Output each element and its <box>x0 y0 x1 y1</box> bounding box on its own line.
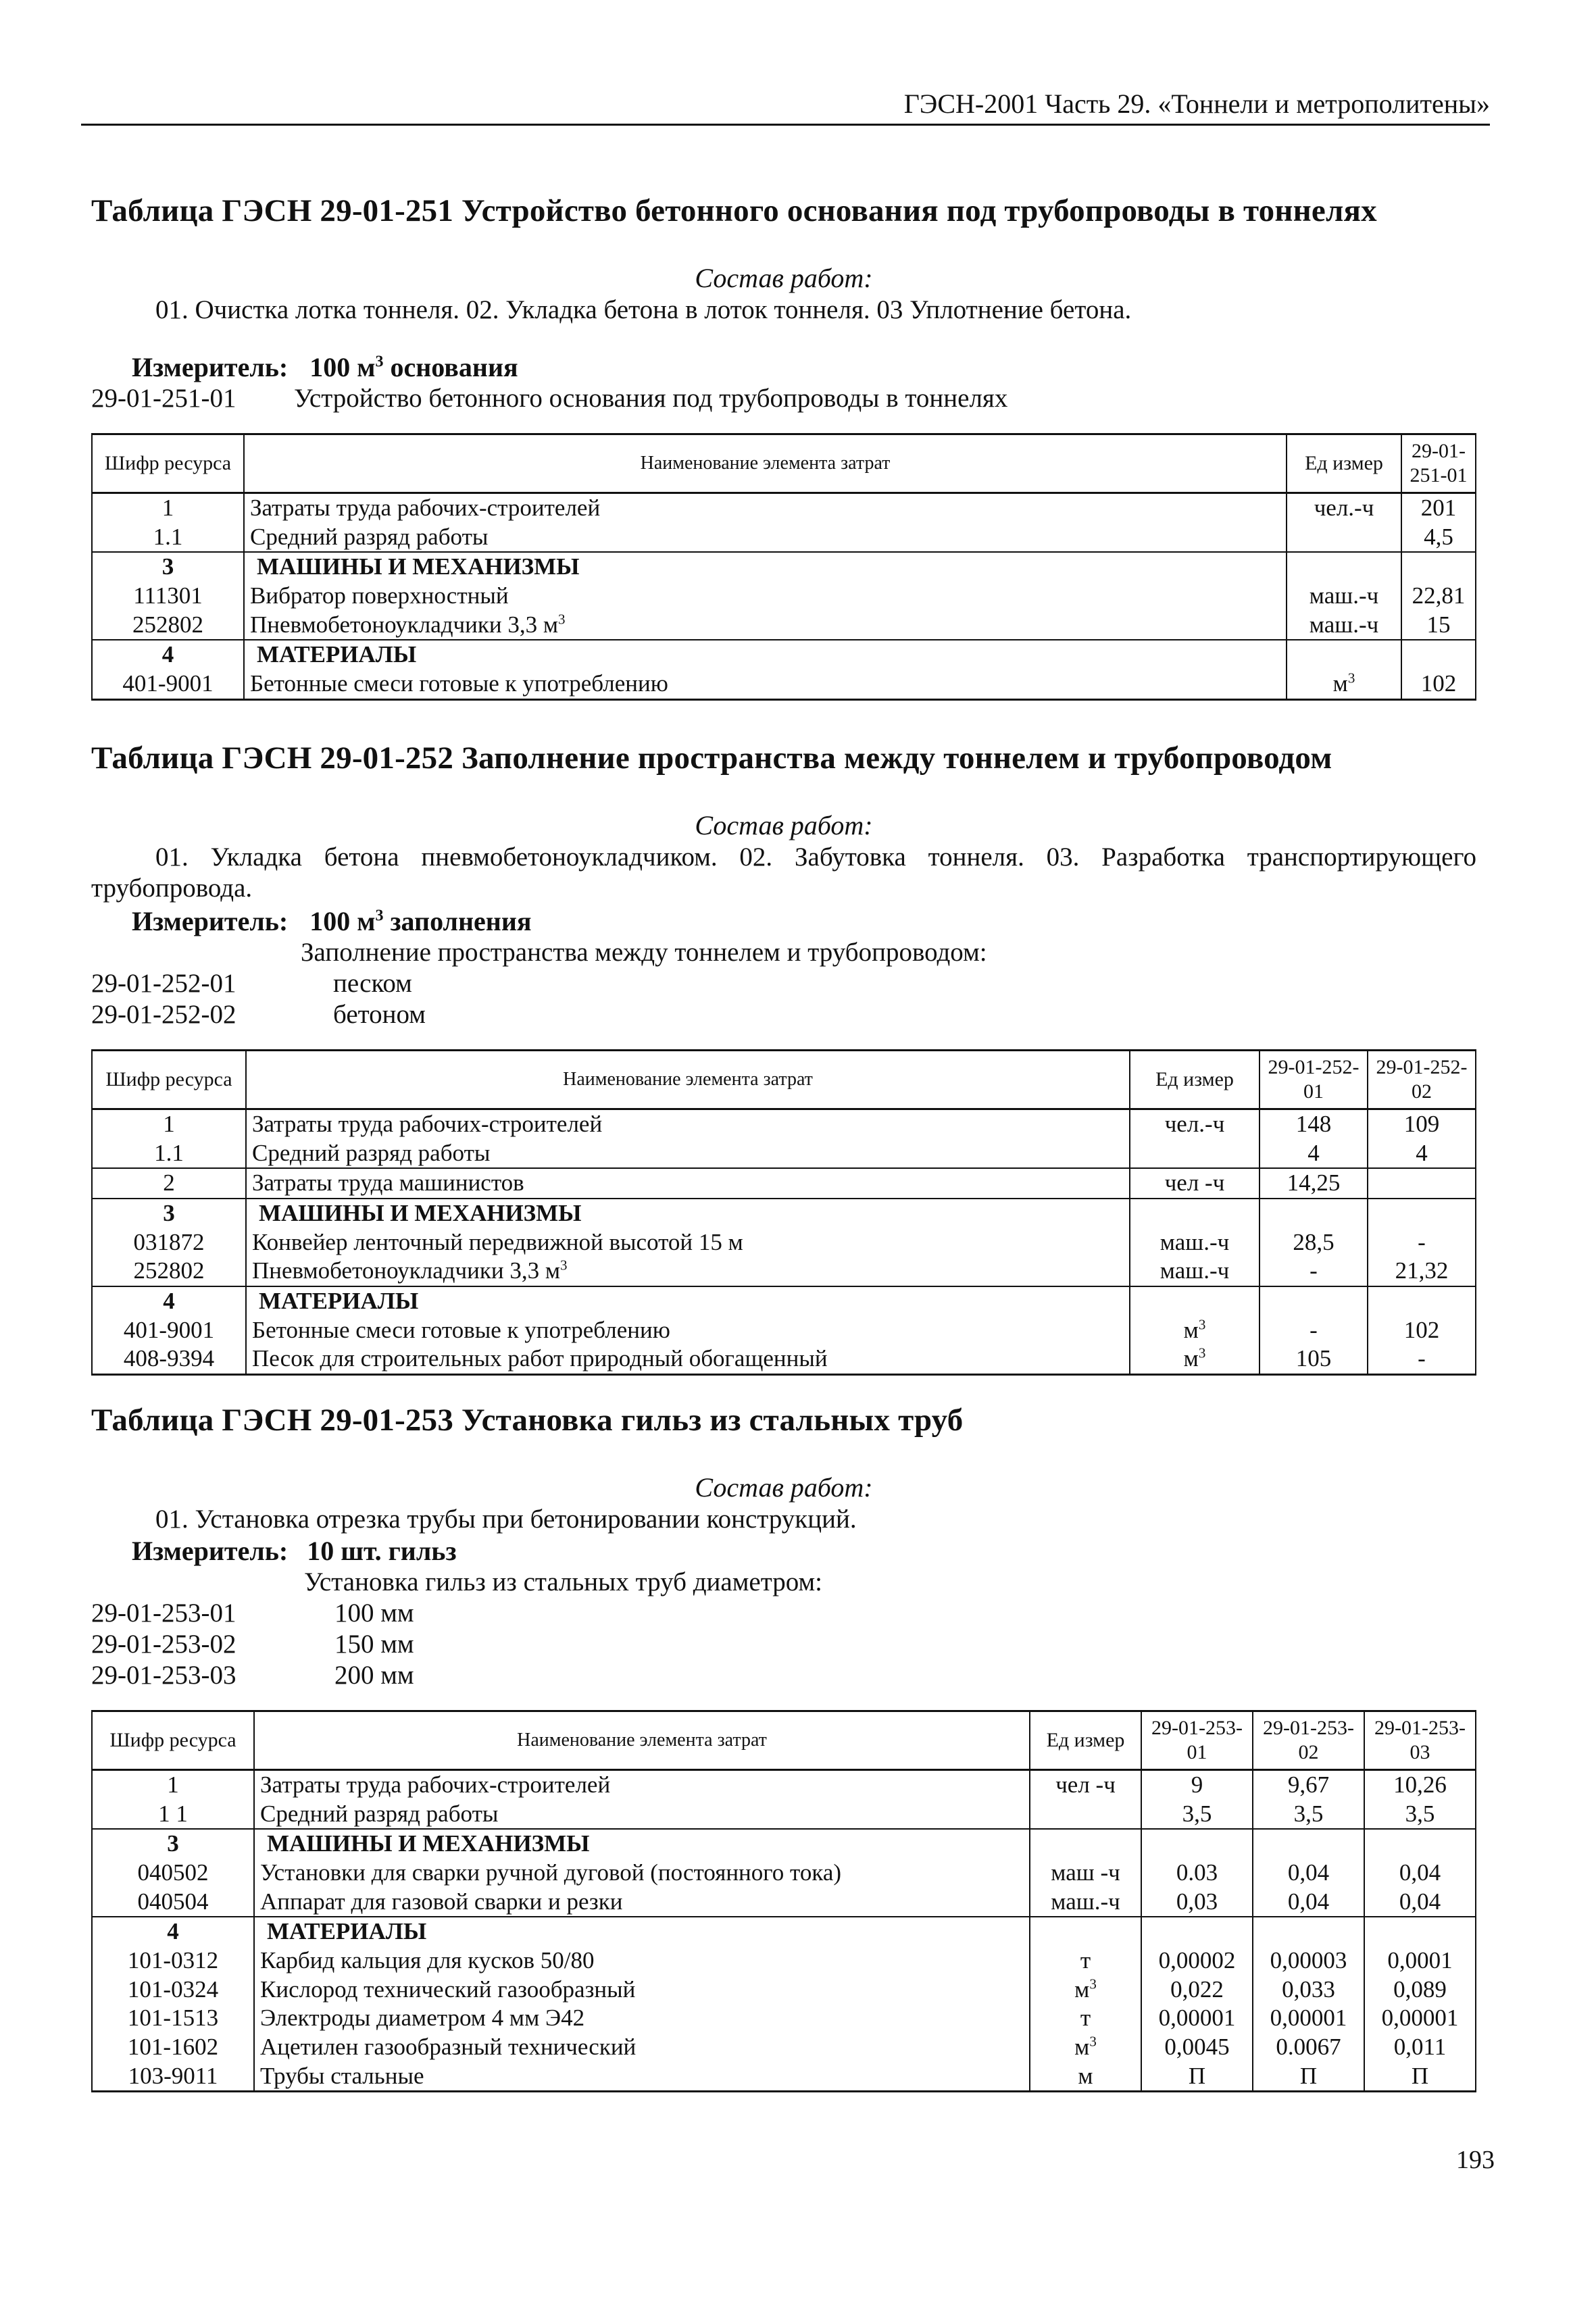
norm-name: песком <box>333 968 412 998</box>
unit-cell <box>1287 640 1401 670</box>
meter-line <box>91 1535 1476 1567</box>
table-row <box>92 1344 1476 1374</box>
table-title: Таблица ГЭСН 29-01-252 Заполнение пространства между тоннелем и трубопроводом <box>91 740 1332 776</box>
value-cell: - <box>1368 1228 1476 1257</box>
value-cell: - <box>1260 1257 1368 1286</box>
value-cell <box>1401 640 1476 670</box>
col-header: 29-01-253-01 <box>1141 1711 1253 1769</box>
value-cell: 10,26 <box>1364 1769 1476 1799</box>
value-cell <box>1253 1917 1364 1946</box>
meter-label: Измеритель: <box>132 351 289 382</box>
value-cell: 0,011 <box>1364 2033 1476 2062</box>
cost-element-text: Затраты труда машинистов <box>252 1169 524 1197</box>
cost-element-text: Карбид кальция для кусков 50/80 <box>260 1947 595 1974</box>
cost-element-name <box>246 1286 1130 1316</box>
norm-code: 29-01-252-01 <box>91 968 236 998</box>
value-cell: 0,00001 <box>1141 2004 1253 2033</box>
superscript: 3 <box>1347 670 1355 686</box>
norm-name: 150 мм <box>334 1629 414 1659</box>
value-cell: 102 <box>1401 670 1476 699</box>
value-cell: 21,32 <box>1368 1257 1476 1286</box>
cost-element-text: Пневмобетоноукладчики 3,3 м <box>250 611 559 638</box>
meter-sup: 3 <box>375 907 384 925</box>
cost-element-name <box>254 1917 1030 1946</box>
resource-code: 101-1513 <box>92 2004 254 2033</box>
value-cell: 14,25 <box>1260 1168 1368 1199</box>
norm-table-252 <box>91 1049 1476 1376</box>
resource-code: 101-0312 <box>92 1946 254 1976</box>
cost-element-text: МАТЕРИАЛЫ <box>259 1288 419 1315</box>
table-row <box>92 1888 1476 1917</box>
meter-sup: 3 <box>375 353 384 371</box>
cost-element-name <box>246 1109 1130 1138</box>
unit-cell <box>1030 2062 1141 2092</box>
cost-element-name <box>254 2033 1030 2062</box>
value-cell: 3,5 <box>1253 1800 1364 1830</box>
unit-text: чел.-ч <box>1164 1110 1225 1137</box>
cost-element-name <box>244 523 1287 553</box>
value-cell: 0,00003 <box>1253 1946 1364 1976</box>
norm-name: бетоном <box>333 999 426 1029</box>
value-cell <box>1368 1286 1476 1316</box>
norm-name: Устройство бетонного основания под трубопроводы в тоннелях <box>294 383 1008 413</box>
unit-text: м <box>1332 670 1348 697</box>
table-row <box>92 1800 1476 1830</box>
value-cell: 0,0045 <box>1141 2033 1253 2062</box>
unit-text: т <box>1080 1947 1091 1974</box>
superscript: 3 <box>560 1257 568 1274</box>
cost-element-name <box>254 1946 1030 1976</box>
value-cell: 105 <box>1260 1344 1368 1374</box>
resource-code: 401-9001 <box>92 1316 246 1345</box>
cost-element-text: Средний разряд работы <box>260 1800 499 1827</box>
meter-value: 10 шт. гильз <box>307 1535 457 1566</box>
meter-value: 100 м <box>309 905 376 936</box>
cost-element-name <box>246 1257 1130 1286</box>
norm-code: 29-01-252-02 <box>91 999 236 1029</box>
col-header: Шифр ресурса <box>92 434 244 493</box>
cost-element-text: Установки для сварки ручной дуговой (постоянного тока) <box>260 1859 842 1886</box>
table-group-row <box>92 1286 1476 1316</box>
unit-cell <box>1130 1257 1260 1286</box>
cost-element-name <box>254 1888 1030 1917</box>
unit-text: чел -ч <box>1055 1771 1116 1798</box>
cost-element-text: Песок для строительных работ природный обогащенный <box>252 1345 828 1372</box>
superscript: 3 <box>1198 1316 1206 1333</box>
unit-cell <box>1130 1109 1260 1138</box>
value-cell <box>1364 1829 1476 1859</box>
section-table-253 <box>91 1402 1476 2092</box>
table-title: Таблица ГЭСН 29-01-251 Устройство бетонного основания под трубопроводы в тоннелях <box>91 193 1377 228</box>
value-cell: 15 <box>1401 611 1476 640</box>
unit-cell <box>1030 1859 1141 1888</box>
unit-cell <box>1030 1917 1141 1946</box>
resource-code: 1 <box>92 1109 246 1138</box>
meter-tail: основания <box>383 351 518 382</box>
running-header: ГЭСН-2001 Часть 29. «Тоннели и метрополитены» <box>81 88 1490 126</box>
cost-element-text: Затраты труда рабочих-строителей <box>252 1110 603 1137</box>
value-cell <box>1368 1199 1476 1228</box>
value-cell: 0,03 <box>1141 1888 1253 1917</box>
col-header: Наименование элемента затрат <box>244 434 1287 493</box>
meter-value: 100 м <box>309 351 376 382</box>
value-cell: 0,00002 <box>1141 1946 1253 1976</box>
cost-element-text: Конвейер ленточный передвижной высотой 15 м <box>252 1228 743 1255</box>
cost-element-text: Бетонные смеси готовые к употреблению <box>252 1316 670 1343</box>
cost-element-text: Затраты труда рабочих-строителей <box>250 494 601 521</box>
value-cell: 4 <box>1260 1139 1368 1169</box>
norm-code: 29-01-253-03 <box>91 1660 236 1690</box>
norm-line <box>91 968 1476 999</box>
cost-element-name <box>254 1800 1030 1830</box>
cost-element-name <box>254 1976 1030 2005</box>
table-row <box>92 1769 1476 1799</box>
cost-element-text: Средний разряд работы <box>252 1139 491 1166</box>
unit-text: м <box>1183 1316 1199 1343</box>
cost-element-text: Бетонные смеси готовые к употреблению <box>250 670 668 697</box>
unit-cell <box>1030 1946 1141 1976</box>
value-cell: 201 <box>1401 493 1476 522</box>
col-header: Шифр ресурса <box>92 1050 246 1109</box>
cost-element-text: Ацетилен газообразный технический <box>260 2034 637 2061</box>
resource-code: 401-9001 <box>92 670 244 699</box>
unit-cell <box>1287 523 1401 553</box>
value-cell: 0.0067 <box>1253 2033 1364 2062</box>
unit-cell <box>1287 611 1401 640</box>
resource-code: 031872 <box>92 1228 246 1257</box>
col-header: Шифр ресурса <box>92 1711 254 1769</box>
col-header: Наименование элемента затрат <box>246 1050 1130 1109</box>
unit-cell <box>1030 2004 1141 2033</box>
value-cell: - <box>1260 1316 1368 1345</box>
cost-element-text: МАШИНЫ И МЕХАНИЗМЫ <box>259 1199 582 1226</box>
table-group-row <box>92 552 1476 582</box>
table-row <box>92 523 1476 553</box>
norm-line <box>91 999 1476 1030</box>
unit-cell <box>1287 552 1401 582</box>
norm-line <box>91 1598 1476 1629</box>
works-text: 01. Очистка лотка тоннеля. 02. Укладка бетона в лоток тоннеля. 03 Уплотнение бетона. <box>155 295 1132 324</box>
unit-cell <box>1030 1888 1141 1917</box>
unit-cell <box>1287 670 1401 699</box>
value-cell: 0.03 <box>1141 1859 1253 1888</box>
value-cell <box>1364 1917 1476 1946</box>
resource-code: 2 <box>92 1168 246 1199</box>
superscript: 3 <box>1198 1344 1206 1361</box>
cost-element-name <box>254 2062 1030 2092</box>
unit-cell <box>1130 1199 1260 1228</box>
table-row <box>92 1976 1476 2005</box>
works-text: 01. Укладка бетона пневмобетоноукладчиком. 02. Забутовка тоннеля. 03. Разработка транспортирующего трубопровода. <box>91 842 1476 903</box>
norm-table-253 <box>91 1710 1476 2093</box>
resource-code: 252802 <box>92 611 244 640</box>
page-number: 193 <box>1456 2146 1495 2174</box>
value-cell: 4 <box>1368 1139 1476 1169</box>
superscript: 3 <box>558 610 566 627</box>
value-cell: 102 <box>1368 1316 1476 1345</box>
cost-element-text: МАШИНЫ И МЕХАНИЗМЫ <box>267 1830 590 1857</box>
cost-element-text: Вибратор поверхностный <box>250 582 509 609</box>
norm-line <box>91 383 1476 414</box>
meter-line <box>91 905 1476 937</box>
cost-element-text: МАШИНЫ И МЕХАНИЗМЫ <box>257 553 580 580</box>
value-cell: 0,022 <box>1141 1976 1253 2005</box>
group-description: Установка гильз из стальных труб диаметром: <box>304 1567 823 1596</box>
value-cell: 109 <box>1368 1109 1476 1138</box>
section-table-251 <box>91 193 1476 701</box>
composition-label: Состав работ: <box>695 263 873 294</box>
col-header: Ед измер <box>1030 1711 1141 1769</box>
unit-cell <box>1130 1344 1260 1374</box>
norm-code: 29-01-251-01 <box>91 383 236 413</box>
resource-code: 103-9011 <box>92 2062 254 2092</box>
cost-element-text: Трубы стальные <box>260 2062 424 2089</box>
resource-code: 1.1 <box>92 1139 246 1169</box>
resource-code: 3 <box>92 1829 254 1859</box>
value-cell: 4,5 <box>1401 523 1476 553</box>
section-table-252 <box>91 740 1476 1376</box>
resource-code: 4 <box>92 1917 254 1946</box>
unit-cell <box>1130 1316 1260 1345</box>
resource-code: 040504 <box>92 1888 254 1917</box>
unit-cell <box>1287 493 1401 522</box>
value-cell <box>1253 1829 1364 1859</box>
cost-element-text: Электроды диаметром 4 мм Э42 <box>260 2005 585 2032</box>
cost-element-text: Пневмобетоноукладчики 3,3 м <box>252 1257 561 1284</box>
cost-element-name <box>254 1829 1030 1859</box>
value-cell: 0,089 <box>1364 1976 1476 2005</box>
meter-line <box>91 351 1476 383</box>
meter-tail: заполнения <box>383 905 532 936</box>
norm-name: 100 мм <box>334 1598 414 1628</box>
unit-cell <box>1130 1139 1260 1169</box>
unit-cell <box>1130 1168 1260 1199</box>
meter-label: Измеритель: <box>132 1535 289 1566</box>
value-cell: П <box>1253 2062 1364 2092</box>
value-cell: 0,033 <box>1253 1976 1364 2005</box>
cost-element-text: МАТЕРИАЛЫ <box>257 641 417 668</box>
value-cell: П <box>1141 2062 1253 2092</box>
table-group-row <box>92 1199 1476 1228</box>
resource-code: 1 <box>92 493 244 522</box>
value-cell <box>1141 1829 1253 1859</box>
col-header: Ед измер <box>1130 1050 1260 1109</box>
col-header: Наименование элемента затрат <box>254 1711 1030 1769</box>
norm-table-251 <box>91 433 1476 701</box>
unit-cell <box>1030 1829 1141 1859</box>
cost-element-name <box>246 1199 1130 1228</box>
cost-element-name <box>246 1316 1130 1345</box>
table-row <box>92 1139 1476 1169</box>
cost-element-text: Средний разряд работы <box>250 523 489 550</box>
value-cell: 0,00001 <box>1364 2004 1476 2033</box>
unit-text: м <box>1183 1345 1199 1372</box>
resource-code: 040502 <box>92 1859 254 1888</box>
unit-text: чел -ч <box>1164 1169 1225 1197</box>
resource-code: 3 <box>92 1199 246 1228</box>
unit-cell <box>1130 1286 1260 1316</box>
table-row <box>92 1316 1476 1345</box>
value-cell <box>1260 1286 1368 1316</box>
col-header: Ед измер <box>1287 434 1401 493</box>
value-cell: 22,81 <box>1401 582 1476 611</box>
col-header: 29-01-252-02 <box>1368 1050 1476 1109</box>
table-title: Таблица ГЭСН 29-01-253 Установка гильз из стальных труб <box>91 1403 964 1438</box>
col-header: 29-01-253-03 <box>1364 1711 1476 1769</box>
unit-text: маш.-ч <box>1159 1228 1230 1255</box>
table-row <box>92 611 1476 640</box>
unit-text: чел.-ч <box>1314 494 1374 521</box>
unit-text: маш.-ч <box>1309 582 1379 609</box>
col-header: 29-01-252-01 <box>1260 1050 1368 1109</box>
norm-line <box>91 1629 1476 1660</box>
resource-code: 101-0324 <box>92 1976 254 2005</box>
cost-element-text: МАТЕРИАЛЫ <box>267 1918 427 1945</box>
cost-element-text: Кислород технический газообразный <box>260 1976 636 2003</box>
resource-code: 1 1 <box>92 1800 254 1830</box>
group-description: Заполнение пространства между тоннелем и трубопроводом: <box>301 937 987 967</box>
unit-text: маш.-ч <box>1309 611 1379 638</box>
cost-element-text: Затраты труда рабочих-строителей <box>260 1771 611 1798</box>
value-cell: 0,04 <box>1253 1859 1364 1888</box>
superscript: 3 <box>1089 2033 1097 2050</box>
table-row <box>92 1946 1476 1976</box>
resource-code: 1 <box>92 1769 254 1799</box>
value-cell <box>1141 1917 1253 1946</box>
table-row <box>92 1168 1476 1199</box>
table-row <box>92 582 1476 611</box>
table-row <box>92 493 1476 522</box>
resource-code: 101-1602 <box>92 2033 254 2062</box>
cost-element-name <box>254 2004 1030 2033</box>
resource-code: 111301 <box>92 582 244 611</box>
col-header: 29-01-251-01 <box>1401 434 1476 493</box>
cost-element-name <box>244 670 1287 699</box>
unit-text: м <box>1078 2062 1093 2089</box>
unit-cell <box>1130 1228 1260 1257</box>
unit-cell <box>1030 1769 1141 1799</box>
unit-text: маш -ч <box>1051 1859 1120 1886</box>
composition-label: Состав работ: <box>695 810 873 841</box>
unit-text: м <box>1074 1976 1090 2003</box>
value-cell: 28,5 <box>1260 1228 1368 1257</box>
value-cell <box>1368 1168 1476 1199</box>
cost-element-name <box>246 1139 1130 1169</box>
unit-text: маш.-ч <box>1159 1257 1230 1284</box>
cost-element-name <box>244 611 1287 640</box>
value-cell: П <box>1364 2062 1476 2092</box>
col-header: 29-01-253-02 <box>1253 1711 1364 1769</box>
cost-element-name <box>244 493 1287 522</box>
value-cell: 9,67 <box>1253 1769 1364 1799</box>
value-cell <box>1260 1199 1368 1228</box>
unit-cell <box>1030 2033 1141 2062</box>
resource-code: 3 <box>92 552 244 582</box>
value-cell: 0,04 <box>1364 1859 1476 1888</box>
table-row <box>92 2004 1476 2033</box>
value-cell: 0,04 <box>1364 1888 1476 1917</box>
value-cell: - <box>1368 1344 1476 1374</box>
value-cell <box>1401 552 1476 582</box>
table-row <box>92 670 1476 699</box>
cost-element-name <box>246 1228 1130 1257</box>
resource-code: 4 <box>92 1286 246 1316</box>
table-group-row <box>92 1917 1476 1946</box>
unit-cell <box>1030 1976 1141 2005</box>
superscript: 3 <box>1089 1976 1097 1992</box>
table-row <box>92 1859 1476 1888</box>
unit-text: маш.-ч <box>1051 1888 1120 1915</box>
table-row <box>92 1109 1476 1138</box>
cost-element-name <box>244 640 1287 670</box>
norm-name: 200 мм <box>334 1660 414 1690</box>
value-cell: 3,5 <box>1141 1800 1253 1830</box>
works-text: 01. Установка отрезка трубы при бетонировании конструкций. <box>155 1504 857 1534</box>
table-row <box>92 1228 1476 1257</box>
meter-label: Измеритель: <box>132 905 289 936</box>
table-group-row <box>92 640 1476 670</box>
value-cell: 0,04 <box>1253 1888 1364 1917</box>
cost-element-name <box>254 1769 1030 1799</box>
unit-cell <box>1287 582 1401 611</box>
table-row <box>92 2062 1476 2092</box>
cost-element-text: Аппарат для газовой сварки и резки <box>260 1888 623 1915</box>
value-cell: 0,0001 <box>1364 1946 1476 1976</box>
cost-element-name <box>246 1344 1130 1374</box>
resource-code: 4 <box>92 640 244 670</box>
cost-element-name <box>244 552 1287 582</box>
unit-cell <box>1030 1800 1141 1830</box>
unit-text: м <box>1074 2034 1090 2061</box>
table-row <box>92 2033 1476 2062</box>
composition-label: Состав работ: <box>695 1472 873 1503</box>
cost-element-name <box>246 1168 1130 1199</box>
resource-code: 1.1 <box>92 523 244 553</box>
resource-code: 252802 <box>92 1257 246 1286</box>
value-cell: 148 <box>1260 1109 1368 1138</box>
norm-code: 29-01-253-01 <box>91 1598 236 1628</box>
norm-code: 29-01-253-02 <box>91 1629 236 1659</box>
resource-code: 408-9394 <box>92 1344 246 1374</box>
table-group-row <box>92 1829 1476 1859</box>
norm-line <box>91 1660 1476 1691</box>
table-row <box>92 1257 1476 1286</box>
cost-element-name <box>244 582 1287 611</box>
value-cell: 0,00001 <box>1253 2004 1364 2033</box>
value-cell: 3,5 <box>1364 1800 1476 1830</box>
unit-text: т <box>1080 2005 1091 2032</box>
cost-element-name <box>254 1859 1030 1888</box>
value-cell: 9 <box>1141 1769 1253 1799</box>
